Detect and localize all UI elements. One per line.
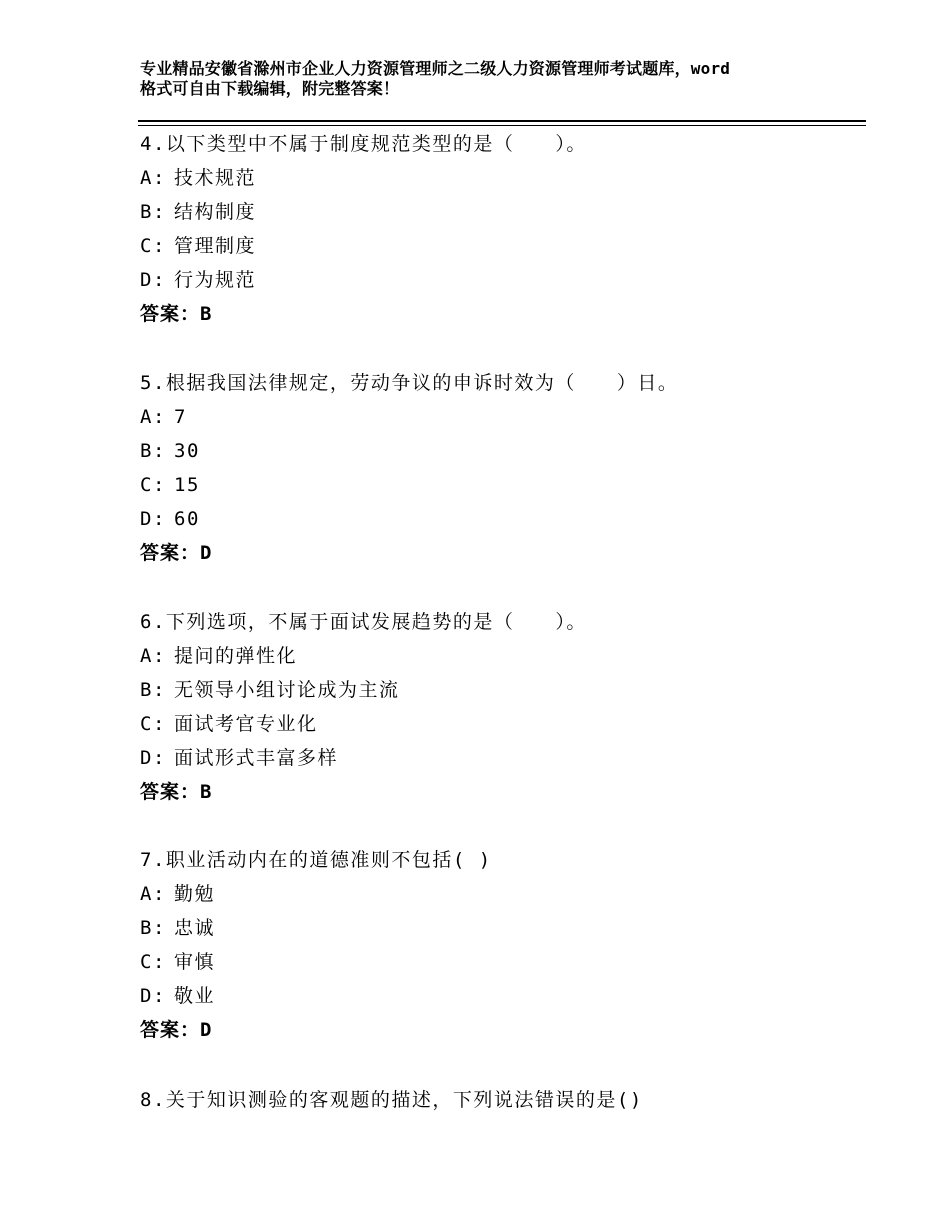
question-text: 7.职业活动内在的道德准则不包括( ) xyxy=(140,849,492,871)
option-text: 60 xyxy=(174,508,200,530)
answer-label: 答案： xyxy=(140,1019,201,1041)
option-a xyxy=(140,161,860,195)
option-text: 行为规范 xyxy=(174,269,257,291)
option-letter: D: xyxy=(140,508,166,530)
option-d xyxy=(140,502,860,536)
header-line-2: 格式可自由下载编辑，附完整答案！ xyxy=(140,79,400,98)
answer-line xyxy=(140,297,860,331)
question-block xyxy=(140,366,860,570)
option-text: 忠诚 xyxy=(174,917,216,939)
question-block xyxy=(140,843,860,1047)
option-text: 30 xyxy=(174,440,200,462)
question-text: 5.根据我国法律规定，劳动争议的申诉时效为（ ）日。 xyxy=(140,372,679,394)
option-letter: B: xyxy=(140,440,166,462)
question-block xyxy=(140,1083,860,1117)
option-c xyxy=(140,945,860,979)
option-text: 审慎 xyxy=(174,951,216,973)
question-block xyxy=(140,127,860,331)
answer-value: D xyxy=(200,1019,213,1041)
option-text: 结构制度 xyxy=(174,201,257,223)
option-text: 提问的弹性化 xyxy=(174,645,298,667)
option-b xyxy=(140,195,860,229)
option-a xyxy=(140,400,860,434)
header-divider-thick xyxy=(138,120,866,122)
option-letter: A: xyxy=(140,406,166,428)
option-d xyxy=(140,979,860,1013)
answer-value: B xyxy=(200,781,213,803)
header-line-1: 专业精品安徽省滁州市企业人力资源管理师之二级人力资源管理师考试题库，word xyxy=(140,59,731,78)
option-letter: C: xyxy=(140,474,166,496)
option-letter: B: xyxy=(140,679,166,701)
option-d xyxy=(140,741,860,775)
option-text: 管理制度 xyxy=(174,235,257,257)
option-text: 面试考官专业化 xyxy=(174,713,318,735)
option-letter: C: xyxy=(140,713,166,735)
answer-label: 答案： xyxy=(140,303,201,325)
answer-line xyxy=(140,775,860,809)
option-letter: A: xyxy=(140,645,166,667)
option-a xyxy=(140,639,860,673)
answer-line xyxy=(140,536,860,570)
option-letter: A: xyxy=(140,883,166,905)
option-b xyxy=(140,911,860,945)
document-header xyxy=(140,59,830,99)
option-text: 勤勉 xyxy=(174,883,216,905)
option-d xyxy=(140,263,860,297)
answer-value: B xyxy=(200,303,213,325)
question-block xyxy=(140,605,860,809)
option-letter: D: xyxy=(140,747,166,769)
option-letter: C: xyxy=(140,235,166,257)
answer-line xyxy=(140,1013,860,1047)
option-letter: D: xyxy=(140,985,166,1007)
question-text: 6.下列选项，不属于面试发展趋势的是（ ）。 xyxy=(140,611,587,633)
header-divider-thin xyxy=(138,125,866,126)
option-letter: C: xyxy=(140,951,166,973)
option-b xyxy=(140,434,860,468)
option-c xyxy=(140,707,860,741)
answer-label: 答案： xyxy=(140,542,201,564)
option-letter: D: xyxy=(140,269,166,291)
option-letter: B: xyxy=(140,201,166,223)
option-a xyxy=(140,877,860,911)
option-text: 技术规范 xyxy=(174,167,257,189)
option-text: 面试形式丰富多样 xyxy=(174,747,339,769)
option-text: 无领导小组讨论成为主流 xyxy=(174,679,400,701)
option-text: 敬业 xyxy=(174,985,216,1007)
option-c xyxy=(140,229,860,263)
question-text: 4.以下类型中不属于制度规范类型的是（ ）。 xyxy=(140,133,587,155)
question-text: 8.关于知识测验的客观题的描述，下列说法错误的是() xyxy=(140,1089,643,1111)
option-letter: B: xyxy=(140,917,166,939)
option-b xyxy=(140,673,860,707)
option-letter: A: xyxy=(140,167,166,189)
answer-label: 答案： xyxy=(140,781,201,803)
option-c xyxy=(140,468,860,502)
option-text: 15 xyxy=(174,474,200,496)
option-text: 7 xyxy=(174,406,187,428)
answer-value: D xyxy=(200,542,213,564)
